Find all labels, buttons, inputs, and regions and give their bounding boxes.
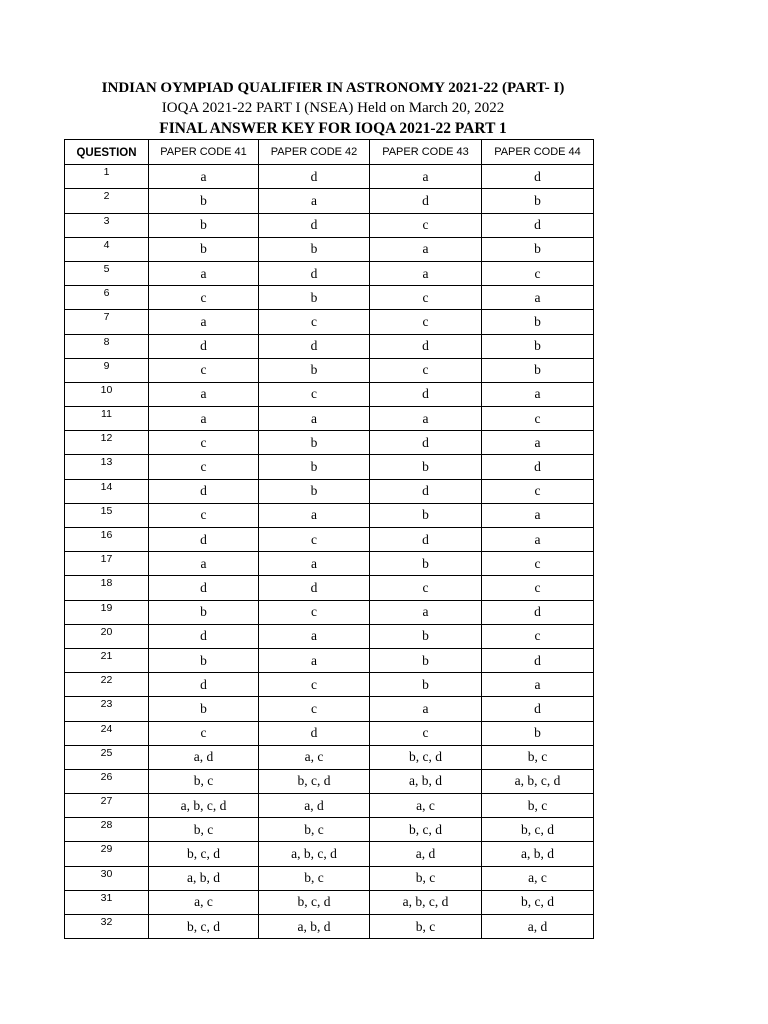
answer-code-44: a, b, d: [482, 842, 594, 866]
answer-code-44: b: [482, 189, 594, 213]
answer-code-41: c: [149, 286, 259, 310]
question-number: 5: [65, 261, 149, 285]
answer-code-43: b, c, d: [370, 745, 482, 769]
answer-code-43: a: [370, 165, 482, 189]
table-row: [65, 334, 594, 358]
answer-code-42: a: [259, 503, 370, 527]
answer-code-43: b, c: [370, 866, 482, 890]
answer-code-41: b, c, d: [149, 842, 259, 866]
question-number: 14: [65, 479, 149, 503]
table-row: [65, 915, 594, 939]
answer-code-42: b: [259, 237, 370, 261]
question-number: 23: [65, 697, 149, 721]
question-number: 9: [65, 358, 149, 382]
answer-code-41: b: [149, 237, 259, 261]
answer-code-41: a: [149, 310, 259, 334]
answer-code-44: b, c: [482, 794, 594, 818]
answer-code-43: c: [370, 286, 482, 310]
question-number: 21: [65, 648, 149, 672]
question-number: 1: [65, 165, 149, 189]
answer-code-41: c: [149, 431, 259, 455]
answer-code-42: b, c, d: [259, 769, 370, 793]
table-row: [65, 552, 594, 576]
table-row: [65, 455, 594, 479]
answer-code-42: d: [259, 721, 370, 745]
answer-code-41: d: [149, 576, 259, 600]
answer-code-43: c: [370, 310, 482, 334]
answer-key-title: FINAL ANSWER KEY FOR IOQA 2021-22 PART 1: [159, 120, 507, 137]
column-header-paper-code-43: PAPER CODE 43: [370, 140, 482, 165]
answer-code-42: c: [259, 697, 370, 721]
answer-code-43: b: [370, 648, 482, 672]
answer-code-44: a, d: [482, 915, 594, 939]
question-number: 32: [65, 915, 149, 939]
answer-code-42: b: [259, 286, 370, 310]
answer-code-42: a, b, d: [259, 915, 370, 939]
answer-code-44: b: [482, 334, 594, 358]
answer-code-43: c: [370, 721, 482, 745]
answer-code-41: b, c, d: [149, 915, 259, 939]
answer-code-42: b: [259, 455, 370, 479]
table-row: [65, 261, 594, 285]
answer-code-42: d: [259, 261, 370, 285]
answer-code-43: a, b, c, d: [370, 890, 482, 914]
table-row: [65, 213, 594, 237]
answer-code-42: b, c: [259, 818, 370, 842]
question-number: 11: [65, 407, 149, 431]
answer-code-44: b: [482, 358, 594, 382]
question-number: 10: [65, 382, 149, 406]
table-row: [65, 431, 594, 455]
answer-code-43: a, c: [370, 794, 482, 818]
answer-code-41: c: [149, 358, 259, 382]
answer-code-42: a: [259, 189, 370, 213]
answer-code-41: a, b, c, d: [149, 794, 259, 818]
answer-code-41: a: [149, 261, 259, 285]
table-row: [65, 794, 594, 818]
answer-code-41: d: [149, 624, 259, 648]
table-row: [65, 189, 594, 213]
answer-code-43: d: [370, 479, 482, 503]
answer-code-41: d: [149, 673, 259, 697]
table-row: [65, 842, 594, 866]
table-row: [65, 745, 594, 769]
answer-code-43: d: [370, 189, 482, 213]
answer-code-41: a: [149, 407, 259, 431]
answer-code-42: a, b, c, d: [259, 842, 370, 866]
answer-code-42: c: [259, 528, 370, 552]
document-subtitle: IOQA 2021-22 PART I (NSEA) Held on March 20, 2022: [161, 100, 505, 116]
answer-code-43: a: [370, 261, 482, 285]
answer-code-41: d: [149, 528, 259, 552]
answer-code-43: a: [370, 407, 482, 431]
answer-code-42: a: [259, 552, 370, 576]
answer-code-44: c: [482, 407, 594, 431]
answer-code-41: c: [149, 503, 259, 527]
question-number: 18: [65, 576, 149, 600]
answer-code-42: b, c: [259, 866, 370, 890]
document-title: INDIAN OYMPIAD QUALIFIER IN ASTRONOMY 2021-22 (PART- I): [101, 80, 565, 96]
answer-code-44: a: [482, 528, 594, 552]
question-number: 29: [65, 842, 149, 866]
answer-code-43: c: [370, 213, 482, 237]
answer-code-43: c: [370, 576, 482, 600]
answer-code-43: a, d: [370, 842, 482, 866]
answer-code-42: c: [259, 310, 370, 334]
answer-code-44: a: [482, 286, 594, 310]
answer-code-43: b: [370, 624, 482, 648]
answer-code-41: b: [149, 600, 259, 624]
table-row: [65, 286, 594, 310]
question-number: 19: [65, 600, 149, 624]
answer-code-43: b, c: [370, 915, 482, 939]
answer-code-43: d: [370, 334, 482, 358]
table-row: [65, 866, 594, 890]
table-row: [65, 576, 594, 600]
table-row: [65, 310, 594, 334]
answer-code-44: b, c, d: [482, 890, 594, 914]
answer-code-43: b, c, d: [370, 818, 482, 842]
table-row: [65, 624, 594, 648]
question-number: 4: [65, 237, 149, 261]
answer-code-42: a: [259, 648, 370, 672]
answer-code-44: c: [482, 576, 594, 600]
answer-code-44: b, c, d: [482, 818, 594, 842]
answer-code-44: c: [482, 261, 594, 285]
table-row: [65, 890, 594, 914]
table-row: [65, 503, 594, 527]
answer-code-44: d: [482, 455, 594, 479]
answer-code-43: b: [370, 552, 482, 576]
column-header-paper-code-41: PAPER CODE 41: [149, 140, 259, 165]
table-row: [65, 769, 594, 793]
answer-code-44: a, b, c, d: [482, 769, 594, 793]
answer-code-41: a, c: [149, 890, 259, 914]
answer-code-42: c: [259, 600, 370, 624]
answer-code-43: b: [370, 455, 482, 479]
question-number: 8: [65, 334, 149, 358]
answer-code-42: d: [259, 213, 370, 237]
answer-code-42: a, c: [259, 745, 370, 769]
answer-code-44: b, c: [482, 745, 594, 769]
answer-code-43: b: [370, 673, 482, 697]
answer-code-41: a, b, d: [149, 866, 259, 890]
table-row: [65, 600, 594, 624]
answer-code-43: a: [370, 237, 482, 261]
table-row: [65, 165, 594, 189]
answer-code-41: a: [149, 165, 259, 189]
question-number: 6: [65, 286, 149, 310]
table-row: [65, 358, 594, 382]
table-header-row: [65, 140, 594, 165]
answer-code-42: c: [259, 673, 370, 697]
question-number: 31: [65, 890, 149, 914]
table-row: [65, 721, 594, 745]
answer-code-42: b: [259, 358, 370, 382]
answer-code-41: d: [149, 479, 259, 503]
question-number: 24: [65, 721, 149, 745]
answer-code-44: c: [482, 479, 594, 503]
question-number: 15: [65, 503, 149, 527]
answer-code-43: d: [370, 382, 482, 406]
table-row: [65, 673, 594, 697]
answer-code-41: b: [149, 648, 259, 672]
question-number: 17: [65, 552, 149, 576]
table-row: [65, 528, 594, 552]
column-header-question: QUESTION: [65, 140, 149, 165]
question-number: 7: [65, 310, 149, 334]
answer-code-43: d: [370, 528, 482, 552]
answer-code-41: a: [149, 382, 259, 406]
answer-code-41: c: [149, 721, 259, 745]
answer-code-43: a: [370, 600, 482, 624]
answer-code-44: a: [482, 673, 594, 697]
answer-code-43: a: [370, 697, 482, 721]
question-number: 13: [65, 455, 149, 479]
answer-code-42: c: [259, 382, 370, 406]
answer-code-41: b: [149, 213, 259, 237]
answer-code-44: c: [482, 552, 594, 576]
table-row: [65, 382, 594, 406]
answer-code-44: d: [482, 600, 594, 624]
answer-code-44: d: [482, 213, 594, 237]
question-number: 28: [65, 818, 149, 842]
answer-code-41: c: [149, 455, 259, 479]
answer-code-42: d: [259, 576, 370, 600]
column-header-paper-code-44: PAPER CODE 44: [482, 140, 594, 165]
answer-code-43: c: [370, 358, 482, 382]
answer-code-44: d: [482, 697, 594, 721]
answer-code-44: a: [482, 382, 594, 406]
table-row: [65, 479, 594, 503]
answer-code-41: d: [149, 334, 259, 358]
answer-code-44: b: [482, 237, 594, 261]
answer-code-42: b: [259, 431, 370, 455]
question-number: 3: [65, 213, 149, 237]
answer-code-42: a: [259, 407, 370, 431]
answer-code-41: b: [149, 189, 259, 213]
answer-code-44: a: [482, 503, 594, 527]
table-body: [65, 165, 594, 939]
answer-code-44: b: [482, 310, 594, 334]
question-number: 16: [65, 528, 149, 552]
answer-code-41: b, c: [149, 769, 259, 793]
table-row: [65, 818, 594, 842]
question-number: 12: [65, 431, 149, 455]
table-row: [65, 407, 594, 431]
table-row: [65, 697, 594, 721]
answer-code-42: d: [259, 165, 370, 189]
question-number: 27: [65, 794, 149, 818]
answer-code-43: a, b, d: [370, 769, 482, 793]
question-number: 26: [65, 769, 149, 793]
answer-code-41: b: [149, 697, 259, 721]
question-number: 22: [65, 673, 149, 697]
answer-code-41: a: [149, 552, 259, 576]
question-number: 2: [65, 189, 149, 213]
answer-code-41: b, c: [149, 818, 259, 842]
answer-code-43: b: [370, 503, 482, 527]
answer-code-42: b: [259, 479, 370, 503]
answer-code-42: a, d: [259, 794, 370, 818]
answer-code-44: d: [482, 648, 594, 672]
answer-code-44: a, c: [482, 866, 594, 890]
answer-code-43: d: [370, 431, 482, 455]
answer-code-44: b: [482, 721, 594, 745]
answer-code-41: a, d: [149, 745, 259, 769]
column-header-paper-code-42: PAPER CODE 42: [259, 140, 370, 165]
answer-code-44: c: [482, 624, 594, 648]
table-row: [65, 648, 594, 672]
question-number: 25: [65, 745, 149, 769]
answer-key-table: [64, 139, 594, 939]
answer-code-42: b, c, d: [259, 890, 370, 914]
answer-code-42: d: [259, 334, 370, 358]
question-number: 30: [65, 866, 149, 890]
answer-code-44: a: [482, 431, 594, 455]
answer-code-44: d: [482, 165, 594, 189]
answer-code-42: a: [259, 624, 370, 648]
table-row: [65, 237, 594, 261]
question-number: 20: [65, 624, 149, 648]
